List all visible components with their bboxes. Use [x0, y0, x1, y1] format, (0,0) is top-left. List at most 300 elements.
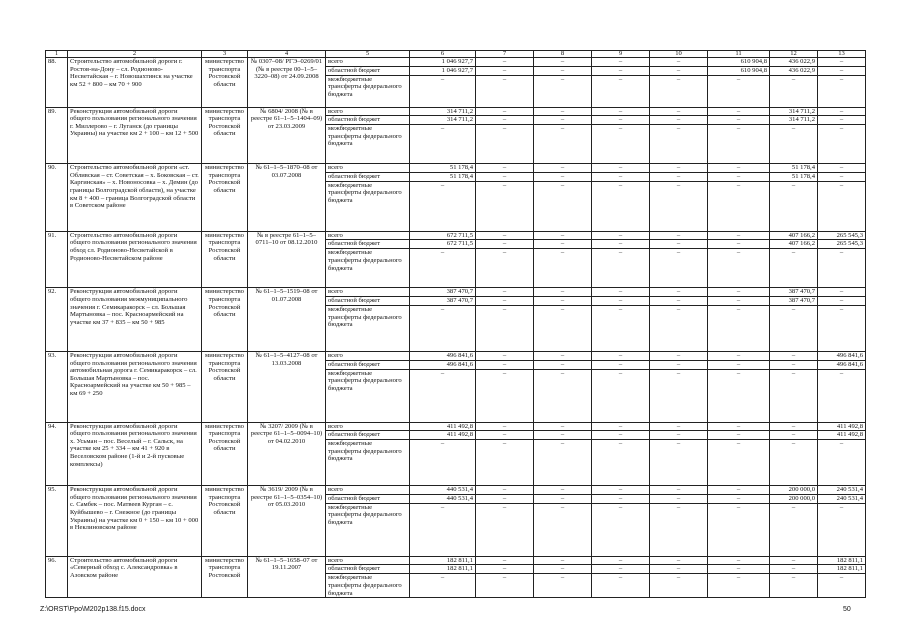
header-cell: 2	[68, 51, 202, 58]
value-cell: –	[770, 125, 818, 164]
funding-type: межбюджетные трансферты федерального бюджета	[326, 75, 410, 107]
value-cell: –	[592, 494, 650, 503]
value-cell: –	[476, 422, 534, 431]
value-cell: –	[708, 360, 770, 369]
value-cell: –	[818, 66, 866, 75]
value-cell: –	[650, 288, 708, 297]
value-cell: –	[650, 58, 708, 67]
value-cell: –	[770, 574, 818, 598]
value-cell: –	[818, 305, 866, 351]
page-number: 50	[843, 606, 851, 613]
value-cell: 314 711,2	[410, 116, 476, 125]
organization: министерство транспорта Ростовской области	[202, 486, 248, 557]
value-cell: –	[410, 75, 476, 107]
value-cell: –	[592, 360, 650, 369]
value-cell: –	[818, 296, 866, 305]
value-cell: –	[534, 351, 592, 360]
value-cell: –	[650, 360, 708, 369]
row-number: 96.	[46, 556, 68, 597]
value-cell: 265 545,3	[818, 240, 866, 249]
value-cell: –	[476, 486, 534, 495]
value-cell: 672 711,5	[410, 240, 476, 249]
funding-type: всего	[326, 556, 410, 565]
table-row	[46, 231, 866, 240]
value-cell: –	[708, 231, 770, 240]
funding-type: всего	[326, 107, 410, 116]
funding-type: областной бюджет	[326, 360, 410, 369]
value-cell: –	[476, 116, 534, 125]
value-cell: –	[818, 369, 866, 422]
value-cell: –	[534, 556, 592, 565]
value-cell: –	[592, 249, 650, 288]
organization: министерство транспорта Ростовской области	[202, 231, 248, 288]
document-ref: № 6804/ 2008 (№ в реестре 61–1–5–1404–09) от 23.03.2009	[248, 107, 326, 164]
value-cell: –	[818, 58, 866, 67]
value-cell: –	[410, 503, 476, 556]
value-cell: –	[534, 125, 592, 164]
document-ref: № 3619/ 2009 (№ в реестре 61–1–5–0354–10) от 05.03.2010	[248, 486, 326, 557]
funding-type: межбюджетные трансферты федерального бюджета	[326, 249, 410, 288]
header-cell: 13	[818, 51, 866, 58]
value-cell: –	[708, 369, 770, 422]
value-cell: 610 904,8	[708, 58, 770, 67]
value-cell: –	[818, 107, 866, 116]
value-cell: –	[650, 440, 708, 486]
value-cell: –	[476, 249, 534, 288]
value-cell: –	[592, 181, 650, 231]
value-cell: –	[770, 565, 818, 574]
value-cell: –	[650, 249, 708, 288]
value-cell: –	[534, 494, 592, 503]
header-cell: 7	[476, 51, 534, 58]
value-cell: –	[476, 360, 534, 369]
value-cell: –	[476, 440, 534, 486]
value-cell: –	[534, 440, 592, 486]
value-cell: 240 531,4	[818, 494, 866, 503]
value-cell: –	[534, 66, 592, 75]
value-cell: –	[592, 503, 650, 556]
value-cell: –	[410, 305, 476, 351]
value-cell: –	[818, 288, 866, 297]
value-cell: –	[708, 181, 770, 231]
funding-type: областной бюджет	[326, 494, 410, 503]
value-cell: –	[708, 422, 770, 431]
header-cell: 1	[46, 51, 68, 58]
value-cell: –	[818, 440, 866, 486]
value-cell: –	[818, 181, 866, 231]
value-cell: 200 000,0	[770, 494, 818, 503]
object-name: Реконструкция автомобильной дороги общего пользования регионального значения с. Самбек – пос. Матвеев Курган – с. Куйбышево – г. Снежное (до границы Украины) на участке км 0 + 150 – км 10 + 000 в Неклиновском районе	[68, 486, 202, 557]
value-cell: –	[770, 431, 818, 440]
funding-type: всего	[326, 288, 410, 297]
value-cell: –	[592, 107, 650, 116]
value-cell: 387 470,7	[770, 296, 818, 305]
value-cell: –	[410, 574, 476, 598]
value-cell: –	[770, 75, 818, 107]
value-cell: –	[650, 305, 708, 351]
object-name: Строительство автомобильной дороги «ст. Обливская – ст. Советская – х. Боковская – ст. Каргинская» – х. Новоносовка – х. Демин (до границы Волгоградской области), на участке км 8 + 400 – граница Волгоградской области в Советском районе	[68, 164, 202, 232]
value-cell: 440 531,4	[410, 486, 476, 495]
funding-type: областной бюджет	[326, 296, 410, 305]
value-cell: 496 841,6	[818, 351, 866, 360]
funding-type: всего	[326, 164, 410, 173]
value-cell: 411 492,8	[818, 422, 866, 431]
value-cell: –	[770, 440, 818, 486]
value-cell: –	[818, 574, 866, 598]
value-cell: –	[592, 58, 650, 67]
value-cell: 610 904,8	[708, 66, 770, 75]
value-cell: –	[476, 107, 534, 116]
value-cell: –	[592, 172, 650, 181]
column-number-row	[46, 51, 866, 58]
value-cell: –	[476, 351, 534, 360]
funding-type: межбюджетные трансферты федерального бюджета	[326, 305, 410, 351]
value-cell: 51 178,4	[410, 172, 476, 181]
table-row	[46, 107, 866, 116]
value-cell: 265 545,3	[818, 231, 866, 240]
value-cell: –	[534, 107, 592, 116]
value-cell: 496 841,6	[410, 351, 476, 360]
value-cell: 436 022,9	[770, 58, 818, 67]
value-cell: –	[592, 351, 650, 360]
value-cell: –	[476, 556, 534, 565]
organization: министерство транспорта Ростовской области	[202, 422, 248, 486]
header-cell: 12	[770, 51, 818, 58]
table-row	[46, 556, 866, 565]
value-cell: –	[770, 351, 818, 360]
value-cell: –	[650, 75, 708, 107]
value-cell: –	[592, 288, 650, 297]
value-cell: –	[476, 164, 534, 173]
row-number: 94.	[46, 422, 68, 486]
value-cell: –	[592, 231, 650, 240]
value-cell: –	[818, 249, 866, 288]
organization: министерство транспорта Ростовской области	[202, 107, 248, 164]
value-cell: 411 492,8	[410, 422, 476, 431]
value-cell: –	[592, 296, 650, 305]
value-cell: –	[770, 556, 818, 565]
object-name: Реконструкция автомобильной дороги общего пользования межмуниципального значения г. Семикаракорск – сл. Большая Мартыновка – пос. Красноармейский на участке км 37 + 835 – км 50 + 985	[68, 288, 202, 352]
value-cell: –	[534, 503, 592, 556]
value-cell: –	[592, 66, 650, 75]
value-cell: –	[476, 369, 534, 422]
object-name: Реконструкция автомобильной дороги общего пользования регионального значения г. Миллерово – г. Луганск (до границы Украины) на участке км 2 + 100 – км 12 + 500	[68, 107, 202, 164]
table-row	[46, 351, 866, 360]
value-cell: –	[708, 431, 770, 440]
value-cell: –	[476, 305, 534, 351]
file-path: Z:\ORST\Ppo\M202p138.f15.docx	[40, 606, 146, 613]
value-cell: –	[476, 565, 534, 574]
value-cell: 51 178,4	[410, 164, 476, 173]
value-cell: –	[592, 240, 650, 249]
header-cell: 4	[248, 51, 326, 58]
row-number: 92.	[46, 288, 68, 352]
value-cell: –	[650, 351, 708, 360]
value-cell: –	[534, 369, 592, 422]
value-cell: 411 492,8	[410, 431, 476, 440]
value-cell: –	[534, 231, 592, 240]
organization: министерство транспорта Ростовской области	[202, 351, 248, 422]
value-cell: –	[592, 116, 650, 125]
value-cell: –	[708, 116, 770, 125]
funding-type: областной бюджет	[326, 240, 410, 249]
funding-type: областной бюджет	[326, 565, 410, 574]
document-ref: № 0307–08/ РГЭ–0269/01 (№ в реестре 00–1–5–3220–08) от 24.09.2008	[248, 58, 326, 108]
table-row	[46, 58, 866, 67]
value-cell: –	[534, 565, 592, 574]
value-cell: –	[770, 360, 818, 369]
value-cell: –	[770, 181, 818, 231]
value-cell: –	[592, 431, 650, 440]
value-cell: –	[410, 369, 476, 422]
funding-type: межбюджетные трансферты федерального бюджета	[326, 125, 410, 164]
value-cell: 314 711,2	[770, 107, 818, 116]
document-ref: № 61–1–5–1519–08 от 01.07.2008	[248, 288, 326, 352]
value-cell: –	[534, 172, 592, 181]
value-cell: –	[534, 164, 592, 173]
value-cell: –	[708, 125, 770, 164]
value-cell: –	[650, 172, 708, 181]
row-number: 90.	[46, 164, 68, 232]
value-cell: –	[650, 231, 708, 240]
value-cell: 672 711,5	[410, 231, 476, 240]
value-cell: –	[592, 75, 650, 107]
value-cell: –	[476, 58, 534, 67]
value-cell: 1 046 927,7	[410, 58, 476, 67]
value-cell: –	[534, 486, 592, 495]
value-cell: –	[650, 240, 708, 249]
value-cell: –	[650, 164, 708, 173]
value-cell: –	[770, 422, 818, 431]
value-cell: –	[410, 125, 476, 164]
value-cell: –	[650, 369, 708, 422]
value-cell: –	[708, 565, 770, 574]
table-row	[46, 486, 866, 495]
row-number: 95.	[46, 486, 68, 557]
value-cell: –	[770, 369, 818, 422]
value-cell: –	[410, 181, 476, 231]
row-number: 89.	[46, 107, 68, 164]
value-cell: 407 166,2	[770, 231, 818, 240]
value-cell: –	[818, 125, 866, 164]
funding-type: межбюджетные трансферты федерального бюджета	[326, 574, 410, 598]
funding-type: межбюджетные трансферты федерального бюджета	[326, 503, 410, 556]
value-cell: –	[650, 556, 708, 565]
value-cell: –	[534, 360, 592, 369]
header-cell: 9	[592, 51, 650, 58]
funding-type: областной бюджет	[326, 66, 410, 75]
value-cell: –	[592, 369, 650, 422]
value-cell: –	[770, 305, 818, 351]
value-cell: –	[708, 503, 770, 556]
value-cell: –	[592, 422, 650, 431]
value-cell: –	[534, 288, 592, 297]
value-cell: 436 022,9	[770, 66, 818, 75]
table-row	[46, 164, 866, 173]
organization: министерство транспорта Ростовской области	[202, 58, 248, 108]
value-cell: –	[534, 75, 592, 107]
value-cell: 496 841,6	[410, 360, 476, 369]
value-cell: –	[476, 66, 534, 75]
value-cell: –	[534, 240, 592, 249]
value-cell: –	[708, 240, 770, 249]
value-cell: 182 811,1	[410, 565, 476, 574]
value-cell: –	[708, 574, 770, 598]
value-cell: –	[708, 107, 770, 116]
funding-type: всего	[326, 351, 410, 360]
value-cell: 1 046 927,7	[410, 66, 476, 75]
value-cell: –	[650, 431, 708, 440]
value-cell: –	[592, 164, 650, 173]
value-cell: –	[708, 351, 770, 360]
value-cell: –	[650, 574, 708, 598]
value-cell: –	[592, 556, 650, 565]
organization: министерство транспорта Ростовской	[202, 556, 248, 597]
value-cell: –	[708, 494, 770, 503]
header-cell: 10	[650, 51, 708, 58]
funding-type: всего	[326, 58, 410, 67]
value-cell: –	[818, 116, 866, 125]
value-cell: –	[650, 503, 708, 556]
value-cell: –	[476, 125, 534, 164]
organization: министерство транспорта Ростовской области	[202, 288, 248, 352]
value-cell: –	[650, 494, 708, 503]
funding-type: всего	[326, 486, 410, 495]
organization: министерство транспорта Ростовской области	[202, 164, 248, 232]
value-cell: 314 711,2	[410, 107, 476, 116]
row-number: 88.	[46, 58, 68, 108]
value-cell: –	[476, 75, 534, 107]
value-cell: –	[818, 503, 866, 556]
document-ref: № 61–1–5–1870–08 от 03.07.2008	[248, 164, 326, 232]
value-cell: 387 470,7	[410, 288, 476, 297]
header-cell: 6	[410, 51, 476, 58]
value-cell: –	[476, 494, 534, 503]
value-cell: –	[534, 422, 592, 431]
value-cell: –	[650, 422, 708, 431]
value-cell: –	[708, 296, 770, 305]
value-cell: 407 166,2	[770, 240, 818, 249]
value-cell: 411 492,8	[818, 431, 866, 440]
object-name: Реконструкция автомобильной дороги общего пользования регионального значения автомобильная дорога г. Семикаракорск – сл. Большая Мартыновка – пос. Красноармейский на участке км 50 + 985 – км 69 + 250	[68, 351, 202, 422]
value-cell: –	[476, 288, 534, 297]
funding-type: межбюджетные трансферты федерального бюджета	[326, 181, 410, 231]
value-cell: –	[708, 305, 770, 351]
header-cell: 11	[708, 51, 770, 58]
value-cell: –	[592, 486, 650, 495]
value-cell: 182 811,1	[818, 565, 866, 574]
value-cell: 387 470,7	[770, 288, 818, 297]
value-cell: 496 841,6	[818, 360, 866, 369]
value-cell: –	[534, 58, 592, 67]
document-ref: № 61–1–5–4127–08 от 13.03.2008	[248, 351, 326, 422]
value-cell: 200 000,0	[770, 486, 818, 495]
value-cell: –	[476, 181, 534, 231]
object-name: Строительство автомобильной дороги г. Ростов-на-Дону – сл. Родионово-Несветайская – г. Новошахтинск на участке км 52 + 800 – км 70 + 900	[68, 58, 202, 108]
value-cell: –	[650, 116, 708, 125]
value-cell: –	[708, 172, 770, 181]
value-cell: –	[650, 565, 708, 574]
funding-type: межбюджетные трансферты федерального бюджета	[326, 440, 410, 486]
value-cell: –	[650, 486, 708, 495]
value-cell: –	[534, 116, 592, 125]
funding-type: областной бюджет	[326, 172, 410, 181]
value-cell: –	[708, 440, 770, 486]
value-cell: –	[410, 440, 476, 486]
value-cell: –	[476, 172, 534, 181]
document-ref: № в реестре 61–1–5–0711–10 от 08.12.2010	[248, 231, 326, 288]
value-cell: –	[534, 296, 592, 305]
value-cell: –	[534, 249, 592, 288]
value-cell: –	[410, 249, 476, 288]
value-cell: –	[476, 503, 534, 556]
value-cell: –	[818, 75, 866, 107]
row-number: 93.	[46, 351, 68, 422]
value-cell: 314 711,2	[770, 116, 818, 125]
value-cell: –	[476, 296, 534, 305]
value-cell: –	[708, 486, 770, 495]
object-name: Реконструкция автомобильной дороги общего пользования регионального значения х. Усьман – пос. Веселый – г. Сальск, на участке км 25 + 334 – км 41 + 920 в Веселовском районе (1-й и 2-й пусковые комплексы)	[68, 422, 202, 486]
value-cell: 240 531,4	[818, 486, 866, 495]
header-cell: 8	[534, 51, 592, 58]
value-cell: 182 811,1	[818, 556, 866, 565]
value-cell: 182 811,1	[410, 556, 476, 565]
program-table	[45, 50, 866, 598]
document-ref: № 3207/ 2009 (№ в реестре 61–1–5–0094–10) от 04.02.2010	[248, 422, 326, 486]
funding-type: всего	[326, 422, 410, 431]
value-cell: 51 178,4	[770, 172, 818, 181]
row-number: 91.	[46, 231, 68, 288]
table-row	[46, 422, 866, 431]
value-cell: –	[770, 503, 818, 556]
document-ref: № 61–1–5–1658–07 от 19.11.2007	[248, 556, 326, 597]
value-cell: –	[708, 556, 770, 565]
value-cell: –	[534, 305, 592, 351]
value-cell: –	[592, 125, 650, 164]
value-cell: –	[650, 181, 708, 231]
funding-type: всего	[326, 231, 410, 240]
value-cell: –	[650, 125, 708, 164]
value-cell: –	[708, 249, 770, 288]
funding-type: межбюджетные трансферты федерального бюджета	[326, 369, 410, 422]
funding-type: областной бюджет	[326, 431, 410, 440]
value-cell: –	[818, 172, 866, 181]
value-cell: –	[650, 66, 708, 75]
header-cell: 3	[202, 51, 248, 58]
value-cell: –	[708, 75, 770, 107]
value-cell: –	[476, 431, 534, 440]
value-cell: –	[592, 565, 650, 574]
header-cell: 5	[326, 51, 410, 58]
object-name: Строительство автомобильной дороги общего пользования регионального значения обход сл. Родионово-Несветайской в Родионово-Несветайском районе	[68, 231, 202, 288]
value-cell: –	[650, 296, 708, 305]
value-cell: –	[818, 164, 866, 173]
value-cell: 51 178,4	[770, 164, 818, 173]
value-cell: –	[534, 181, 592, 231]
value-cell: –	[534, 574, 592, 598]
value-cell: –	[592, 574, 650, 598]
value-cell: –	[476, 231, 534, 240]
value-cell: 440 531,4	[410, 494, 476, 503]
value-cell: –	[708, 164, 770, 173]
value-cell: –	[476, 574, 534, 598]
value-cell: 387 470,7	[410, 296, 476, 305]
value-cell: –	[708, 288, 770, 297]
value-cell: –	[770, 249, 818, 288]
funding-type: областной бюджет	[326, 116, 410, 125]
value-cell: –	[592, 305, 650, 351]
value-cell: –	[592, 440, 650, 486]
